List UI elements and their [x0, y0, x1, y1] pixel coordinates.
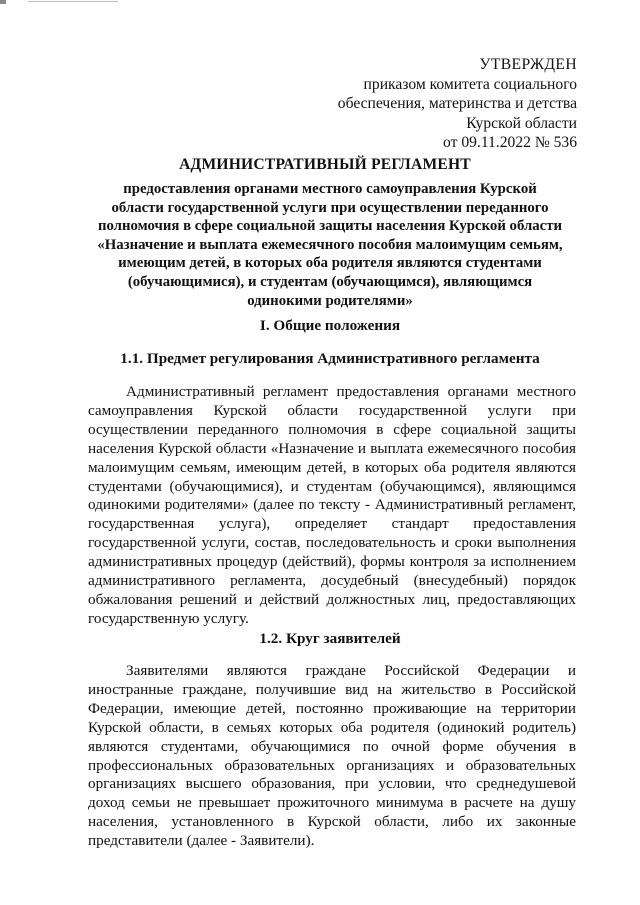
paragraph-line: осуществлении переданного полномочия в сфере социальной защиты [88, 420, 576, 438]
paragraph-line: являются студентами, обучающимися по очной форме обучения в [88, 737, 576, 755]
paragraph-line: студентами (обучающимися), и студентам (обучающимся), являющимся [88, 477, 576, 495]
paragraph-line: представители (далее - Заявители). [88, 832, 315, 850]
subtitle-line: области государственной услуги при осуществлении переданного [111, 199, 549, 216]
paragraph-line: государственная услуга), определяет стандарт предоставления [88, 515, 576, 533]
paragraph-line: Федерации, имеющие детей, постоянно проживающие на территории [88, 699, 576, 717]
approval-line: обеспечения, материнства и детства [337, 95, 577, 113]
scan-edge-line [28, 1, 118, 2]
paragraph-line: одинокими родителями» (далее по тексту - Административный регламент, [88, 496, 576, 514]
approval-line: Курской области [466, 114, 577, 132]
paragraph-line: государственную услугу. [88, 609, 249, 627]
subsection-heading: 1.1. Предмет регулирования Административного регламента [120, 350, 540, 367]
approval-stamp-block [300, 55, 577, 153]
paragraph-line: доход семьи не превышает прожиточного минимума в расчете на душу [88, 794, 576, 812]
paragraph-line: населения, установленного в Курской области, либо их законные [88, 813, 576, 831]
approval-line: от 09.11.2022 № 536 [443, 134, 577, 152]
section-heading: I. Общие положения [259, 317, 401, 334]
paragraph-line: административного регламента, досудебный (внесудебный) порядок [88, 572, 576, 590]
document-title: АДМИНИСТРАТИВНЫЙ РЕГЛАМЕНТ [179, 156, 471, 173]
subsection-heading: 1.2. Круг заявителей [259, 630, 401, 647]
subtitle-line: предоставления органами местного самоуправления Курской [123, 181, 537, 197]
approval-line: УТВЕРЖДЕН [479, 56, 577, 73]
paragraph-applicants [88, 662, 576, 851]
paragraph-line: населения Курской области «Назначение и выплата ежемесячного пособия [88, 439, 576, 457]
subtitle-line: имеющим детей, в которых оба родителя являются студентами [118, 255, 542, 272]
paragraph-line: Заявителями являются граждане Российской Федерации и [126, 662, 576, 679]
paragraph-line: Курской области, в семьях которых оба родителя (одинокий родитель) [88, 718, 576, 736]
subtitle-line: одинокими родителями» [247, 292, 413, 309]
paragraph-line: организациях высшего образования, при условии, что среднедушевой [88, 775, 576, 793]
subtitle-line: полномочия в сфере социальной защиты населения Курской области [97, 218, 563, 235]
paragraph-line: иностранные граждане, получившие вид на жительство в Российской [88, 680, 576, 698]
paragraph-line: самоуправления Курской области государственной услуги при [88, 401, 576, 419]
paragraph-subject [88, 383, 576, 629]
paragraph-line: профессиональных образовательных организациях и образовательных [88, 756, 576, 774]
scan-corner-mark [0, 0, 6, 4]
paragraph-line: административных процедур (действий), формы контроля за исполнением [88, 553, 576, 571]
document-subtitle [80, 180, 580, 310]
approval-line: приказом комитета социального [363, 75, 577, 93]
subtitle-line: (обучающимися), и студентам (обучающимся), являющимся [127, 273, 533, 290]
paragraph-line: Административный регламент предоставления органами местного [126, 383, 576, 400]
paragraph-line: государственной услуги, состав, последовательность и сроки выполнения [88, 534, 576, 552]
paragraph-line: обжалования решений и действий должностных лиц, предоставляющих [88, 590, 576, 608]
subtitle-line: «Назначение и выплата ежемесячного пособия малоимущим семьям, [97, 236, 563, 253]
paragraph-line: малоимущим семьям, имеющим детей, в которых оба родителя являются [88, 458, 576, 476]
